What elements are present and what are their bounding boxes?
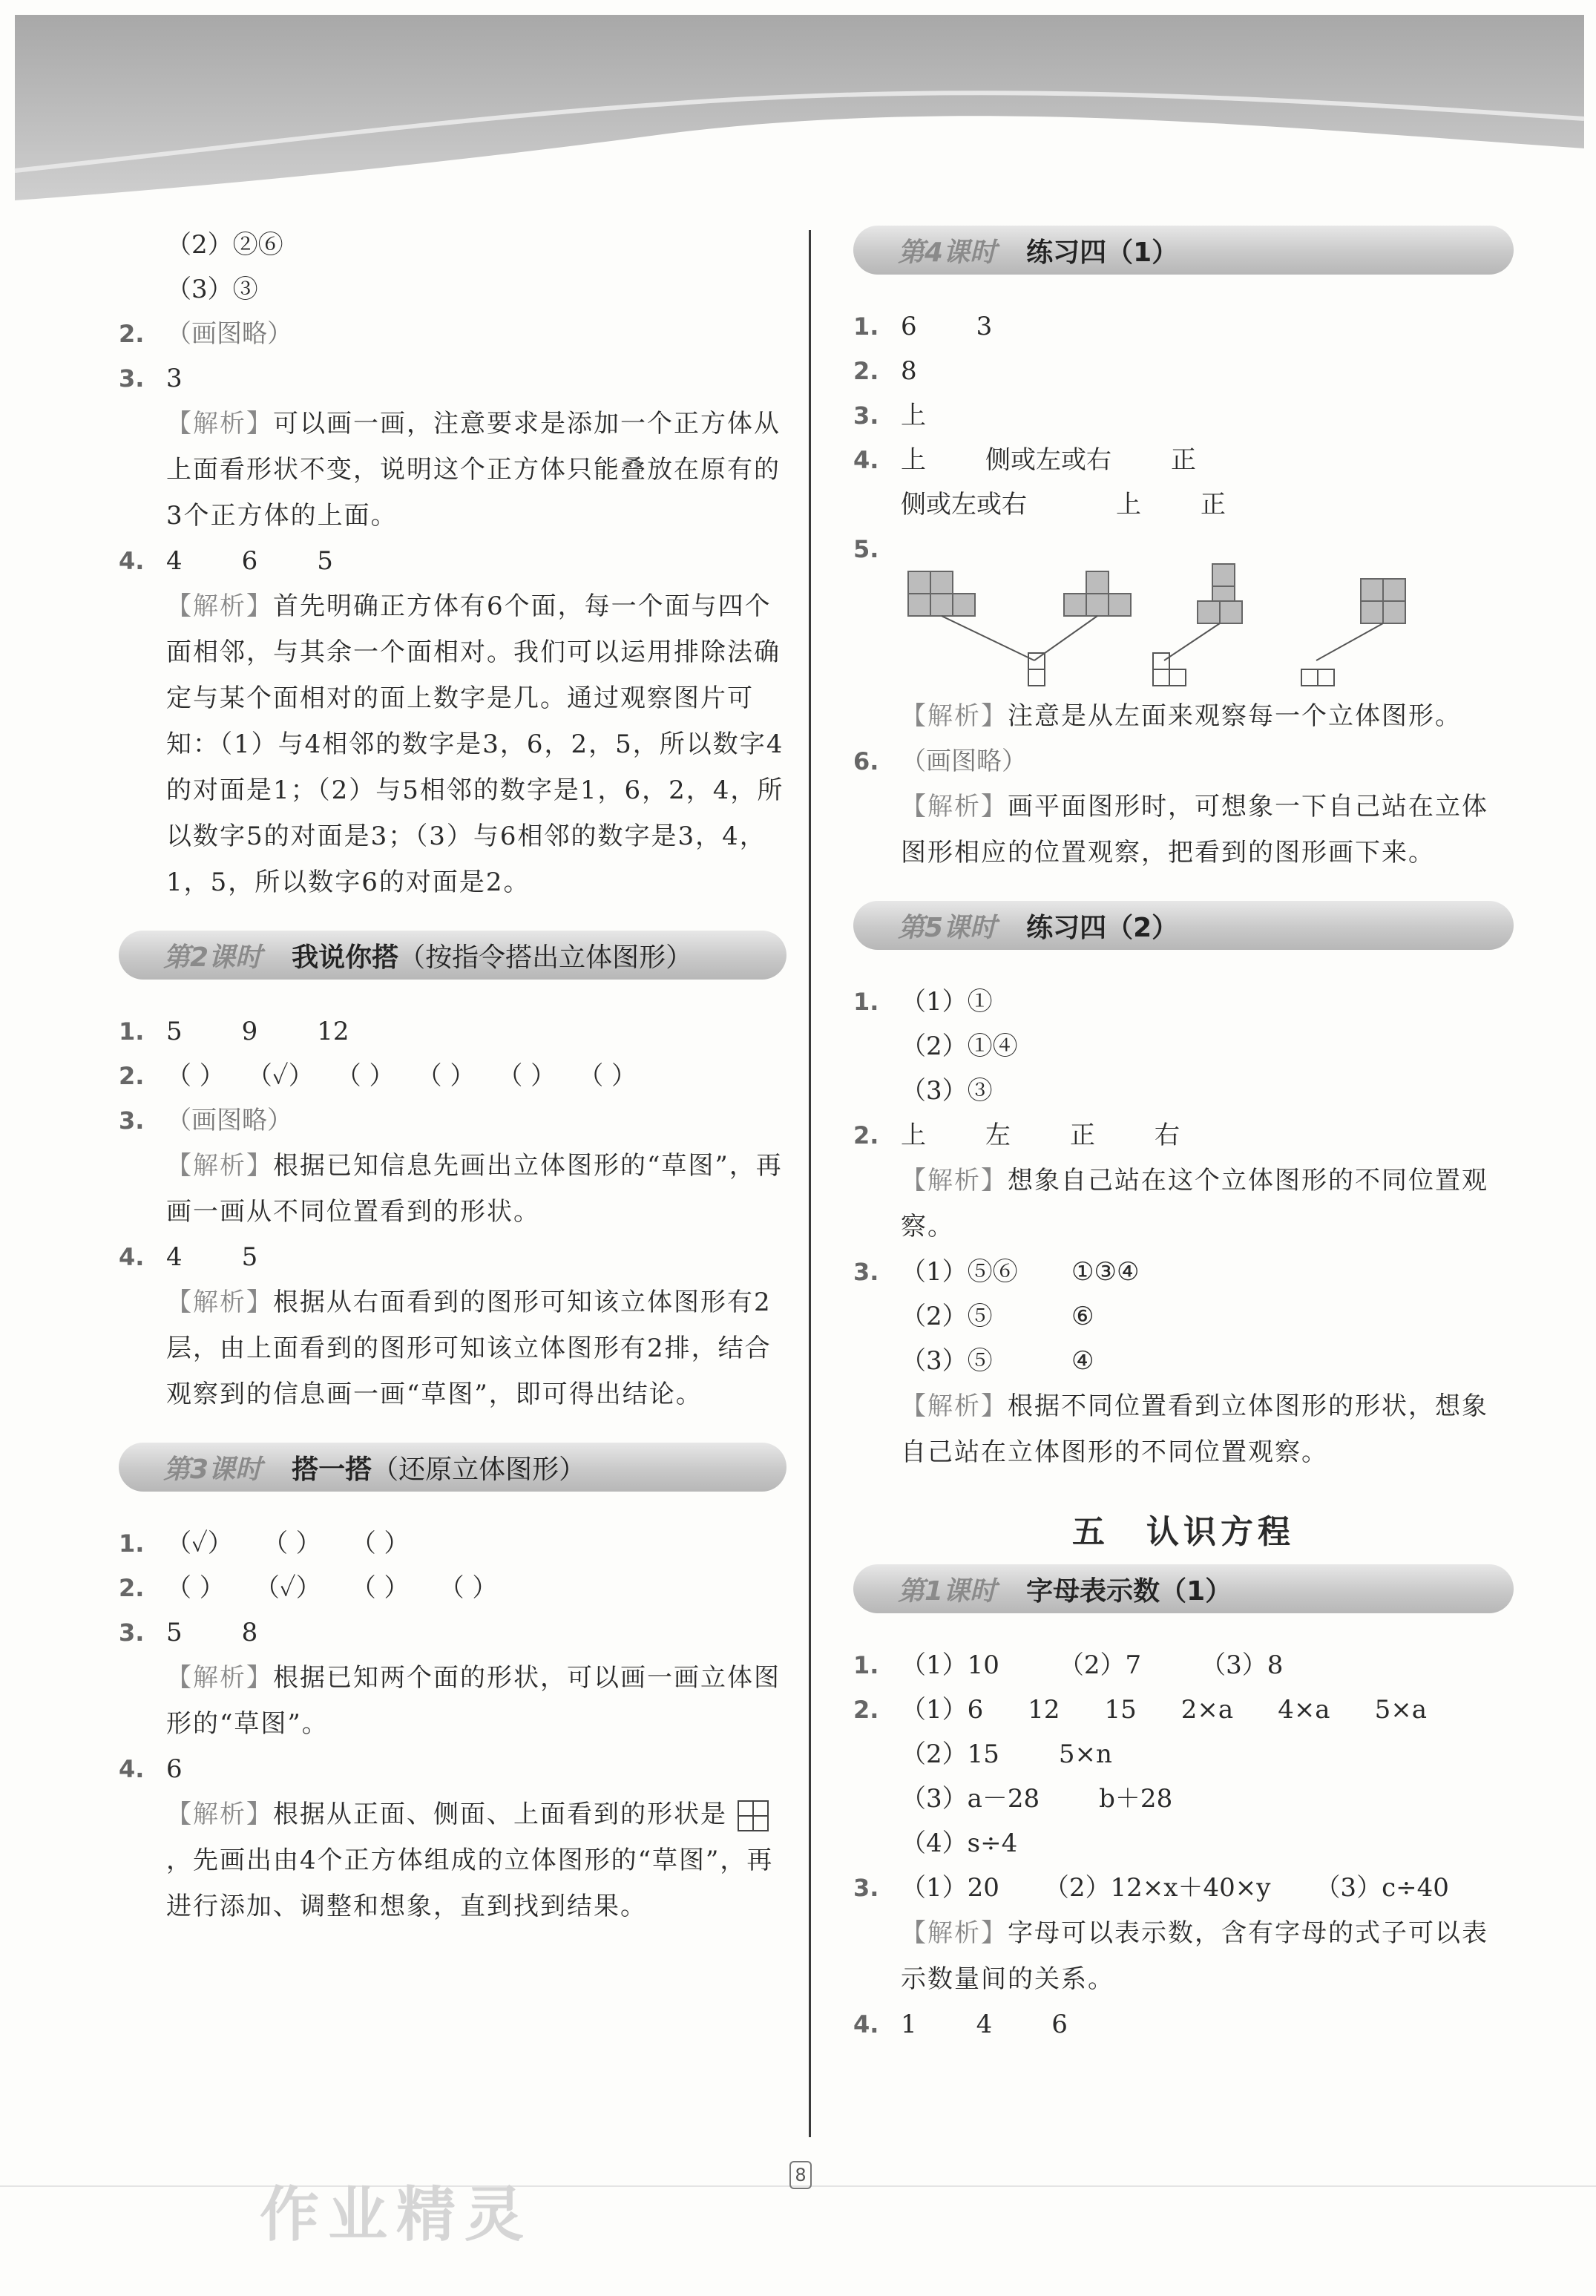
- question-3: 3. （画图略）: [119, 1106, 292, 1135]
- answer-line: （2）②⑥: [166, 230, 283, 260]
- analysis: 【解析】画平面图形时，可想象一下自己站在立体图形相应的位置观察，把看到的图形画下来。: [901, 792, 1488, 867]
- analysis: 【解析】根据已知信息先画出立体图形的“草图”，再画一画从不同位置看到的形状。: [166, 1151, 783, 1227]
- page-number: 8: [789, 2161, 812, 2189]
- lesson-header: 第3课时 搭一搭 （还原立体图形）: [119, 1443, 786, 1492]
- question-3: 3. （1）20 （2）12×x＋40×y （3）c÷40: [853, 1873, 1449, 1903]
- question-2: 2. （ ） （✓） （ ） （ ） （ ） （ ）: [119, 1061, 637, 1091]
- top-banner: [0, 0, 1596, 223]
- question-6: 6. （画图略）: [853, 747, 1027, 776]
- analysis: 【解析】字母可以表示数，含有字母的式子可以表示数量间的关系。: [901, 1918, 1488, 1994]
- analysis: 【解析】注意是从左面来观察每一个立体图形。: [901, 701, 1462, 731]
- lesson-header: 第1课时 字母表示数（1）: [853, 1564, 1514, 1613]
- question-1: 1. 6 3: [853, 312, 993, 341]
- analysis: 【解析】可以画一画，注意要求是添加一个正方体从上面看形状不变，说明这个正方体只能叠放在原有的3个正方体的上面。: [166, 409, 781, 531]
- answer-line: （3）③: [166, 275, 258, 304]
- question-2: 2. 上 左 正 右: [853, 1121, 1180, 1150]
- question-2: 2. （ ） （✓） （ ） （ ）: [119, 1573, 498, 1603]
- right-column: [853, 200, 1514, 2047]
- analysis: 【解析】首先明确正方体有6个面，每一个面与四个面相邻，与其余一个面相对。我们可以运用排除法确定与某个面相对的面上数字是几。通过观察图片可知：（1）与4相邻的数字是3，6，2，5，所以数字4的对面是1；（2）与5相邻的数字是1，6，2，4，所以数字5的对面是3；（3）与6相邻的数字是3，4，1，5，所以数字6的对面是2。: [166, 591, 784, 897]
- question-3: 3. 上: [853, 401, 926, 430]
- watermark: 作业精灵: [260, 2180, 533, 2249]
- answer-line: （3）③: [901, 1076, 993, 1106]
- question-2: 2. （1）6 12 15 2×a 4×a 5×a: [853, 1695, 1427, 1725]
- answer-line: （2）①④: [901, 1031, 1018, 1061]
- analysis: 【解析】想象自己站在这个立体图形的不同位置观察。: [901, 1166, 1488, 1242]
- question-1: 1. （1）10 （2）7 （3）8: [853, 1650, 1284, 1680]
- analysis: 【解析】根据不同位置看到立体图形的形状，想象自己站在立体图形的不同位置观察。: [901, 1391, 1488, 1467]
- question-4: 4. 4 5: [119, 1242, 258, 1272]
- question-3: 3. 3: [119, 364, 183, 393]
- analysis: 【解析】根据从正面、侧面、上面看到的形状是 ，先画出由4个正方体组成的立体图形的“草图”，再进行添加、调整和想象，直到找到结果。: [166, 1800, 774, 1921]
- answer-line: （2）15 5×n: [901, 1739, 1112, 1769]
- column-divider: [809, 230, 811, 2137]
- question-4: 4. 6: [119, 1754, 183, 1784]
- question-5: 5.: [853, 535, 879, 563]
- lesson-header: 第5课时 练习四（2）: [853, 901, 1514, 950]
- analysis: 【解析】根据已知两个面的形状，可以画一画立体图形的“草图”。: [166, 1663, 781, 1739]
- question-1: 1. （✓） （ ） （ ）: [119, 1529, 410, 1558]
- question-1: 1. 5 9 12: [119, 1017, 349, 1046]
- answer-line: （4）s÷4: [901, 1828, 1018, 1858]
- answer-line: 侧或左或右 上 正: [901, 490, 1226, 519]
- cube-figures-diagram: [901, 542, 1554, 690]
- square-grid-icon: [737, 1800, 769, 1832]
- question-2: 2. （画图略）: [119, 319, 292, 349]
- lesson-header: 第4课时 练习四（1）: [853, 226, 1514, 275]
- answer-line: （2）⑤ ⑥: [901, 1302, 1094, 1331]
- unit-title: 五 认识方程: [1072, 1513, 1295, 1551]
- analysis: 【解析】根据从右面看到的图形可知该立体图形有2层，由上面看到的图形可知该立体图形有2排，结合观察到的信息画一画“草图”，即可得出结论。: [166, 1288, 772, 1409]
- question-3: 3. 5 8: [119, 1618, 258, 1647]
- left-column: [119, 223, 786, 1929]
- lesson-header: 第2课时 我说你搭 （按指令搭出立体图形）: [119, 931, 786, 980]
- question-1: 1. （1）①: [853, 987, 993, 1017]
- question-2: 2. 8: [853, 356, 917, 386]
- question-4: 4. 4 6 5: [119, 546, 333, 576]
- answer-line: （3）a－28 b＋28: [901, 1784, 1173, 1814]
- question-4: 4. 1 4 6: [853, 2010, 1068, 2039]
- answer-line: （3）⑤ ④: [901, 1346, 1094, 1376]
- question-4: 4. 上 侧或左或右 正: [853, 445, 1196, 475]
- question-3: 3. （1）⑤⑥ ①③④: [853, 1257, 1140, 1287]
